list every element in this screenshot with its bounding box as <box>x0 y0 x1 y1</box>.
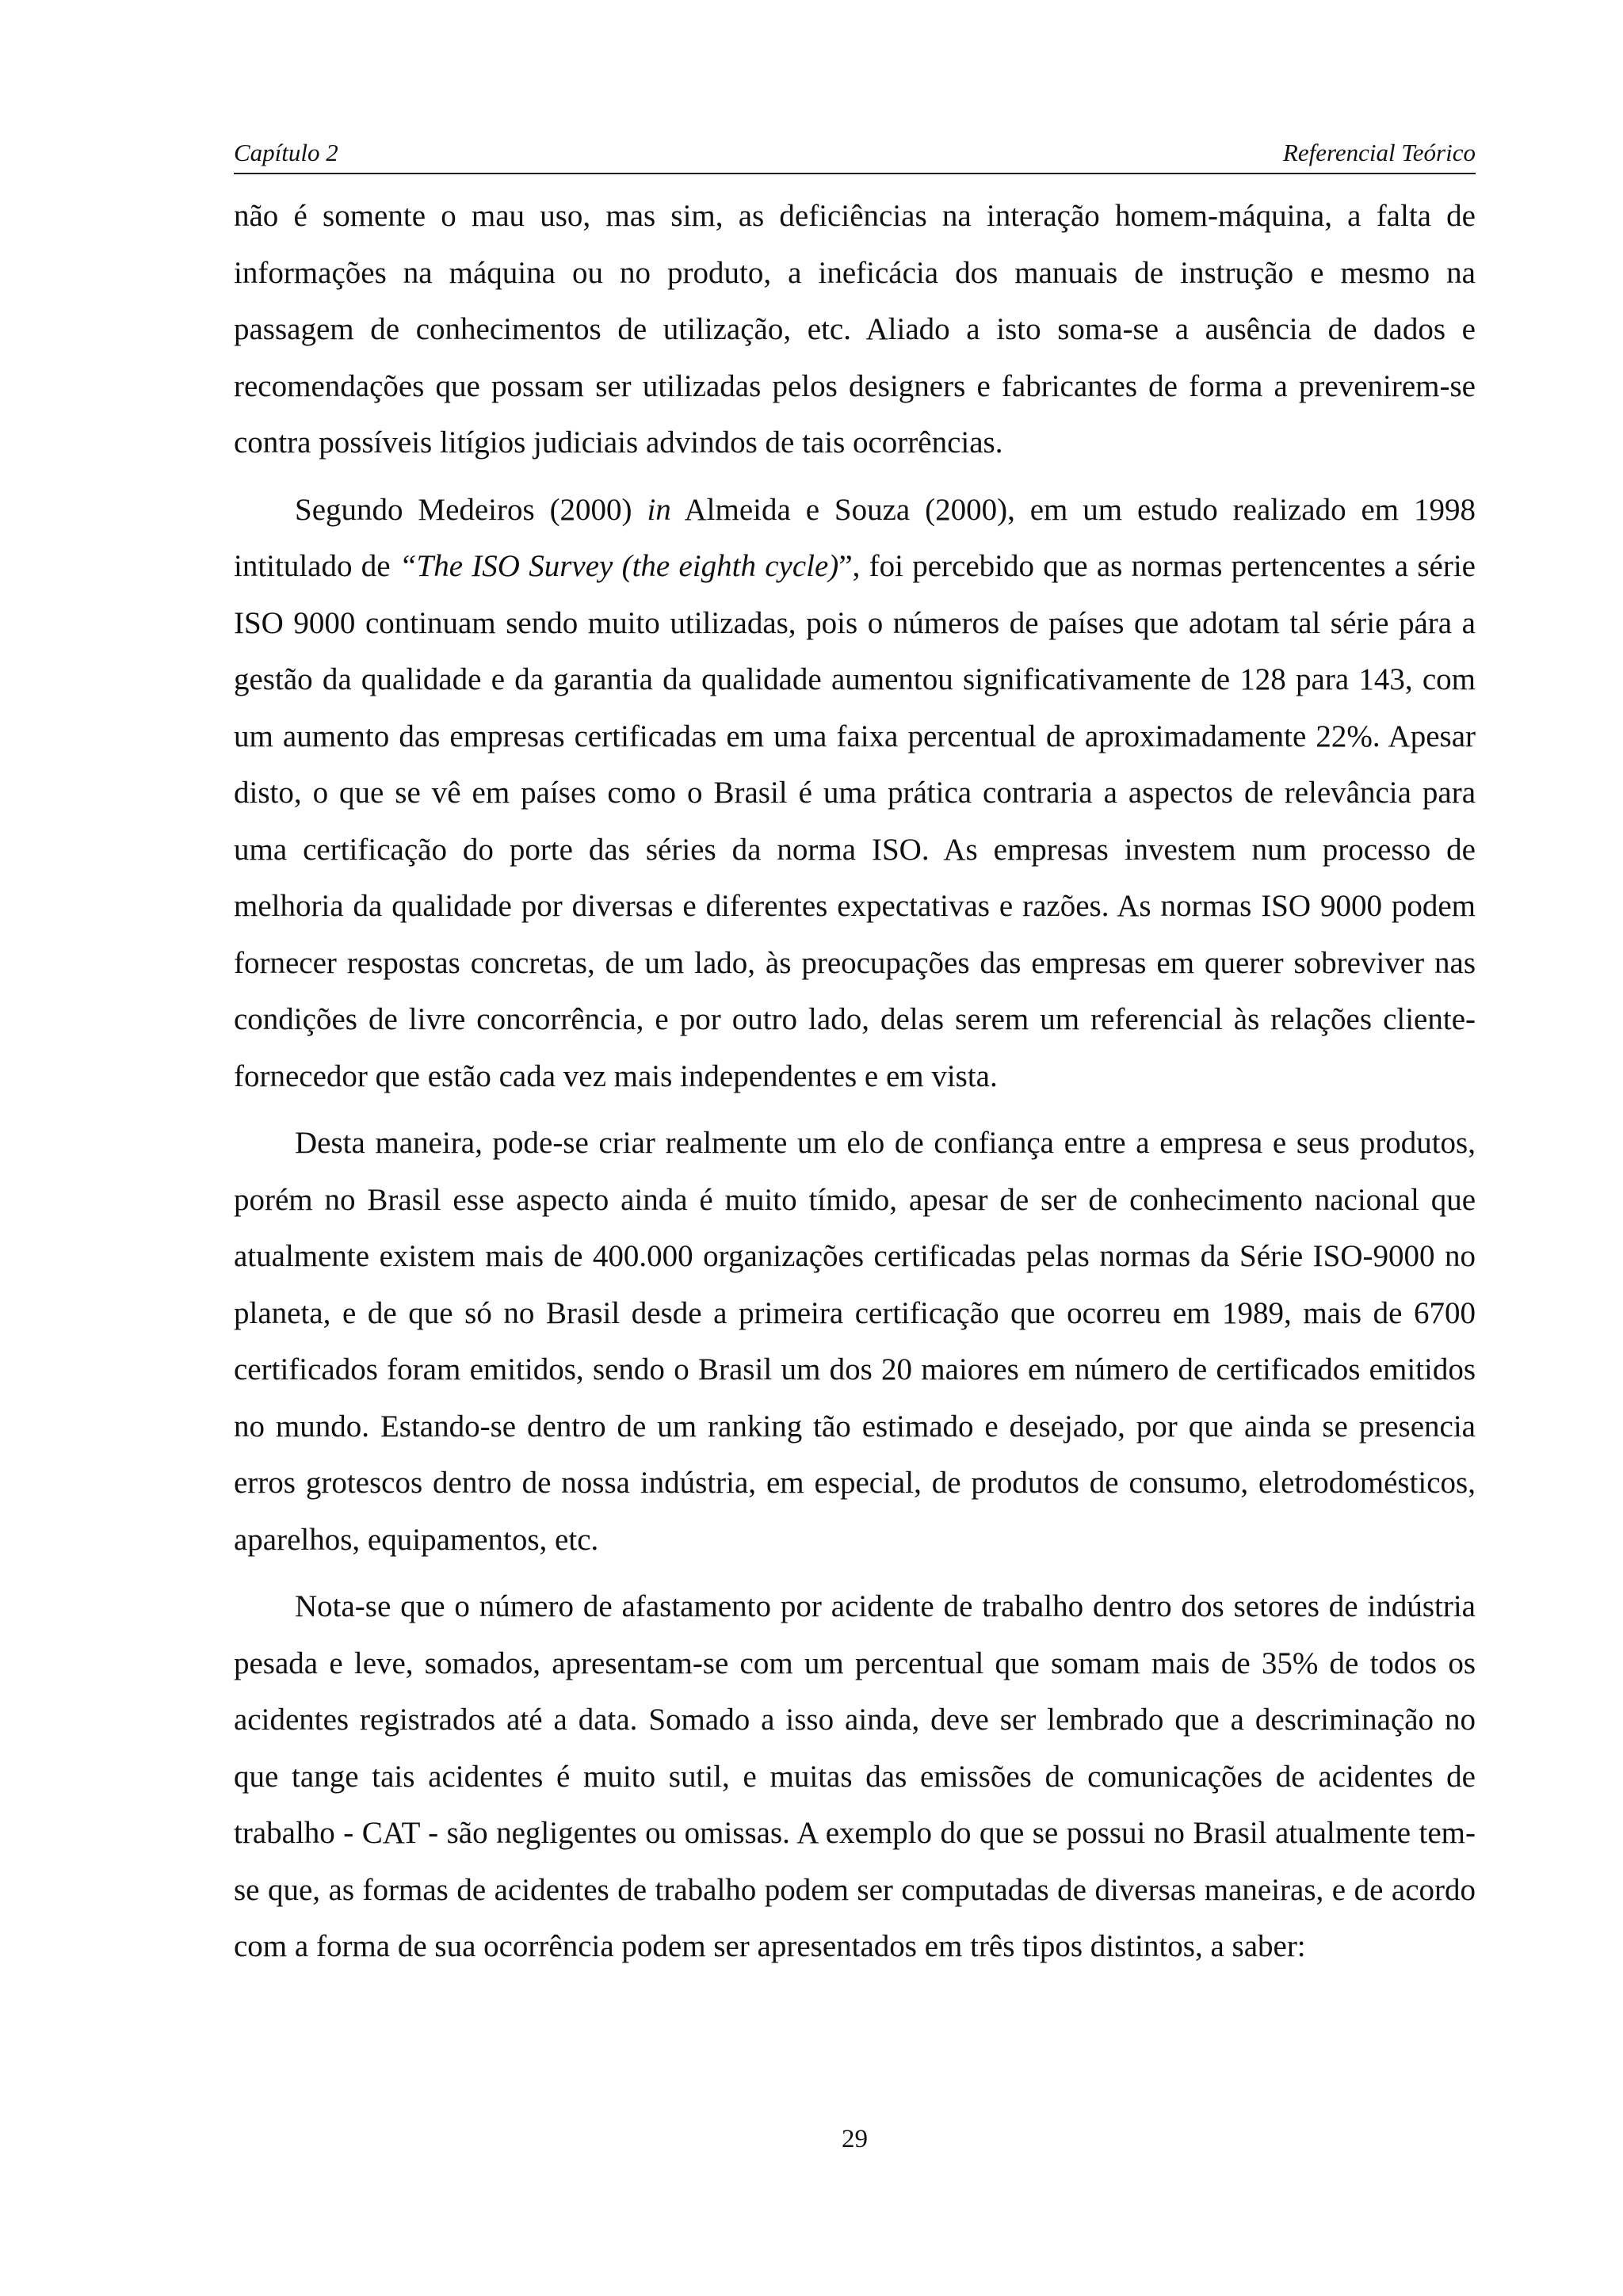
paragraph-3: Desta maneira, pode-se criar realmente um elo de confiança entre a empresa e seus produtos, porém no Brasil esse aspecto ainda é muito tímido, apesar de ser de conhecimento nacional que atualmente existem mais de 400.000 organizações certificadas pelas normas da Série ISO-9000 no planeta, e de que só no Brasil desde a primeira certificação que ocorreu em 1989, mais de 6700 certificados foram emitidos, sendo o Brasil um dos 20 maiores em número de certificados emitidos no mundo. Estando-se dentro de um ranking tão estimado e desejado, por que ainda se presencia erros grotescos dentro de nossa indústria, em especial, de produtos de consumo, eletrodomésticos, aparelhos, equipamentos, etc. <box>234 1126 1476 1557</box>
running-header <box>234 133 1476 174</box>
page-number: 29 <box>842 2125 868 2153</box>
paragraph-2-part-a: Segundo Medeiros (2000) <box>295 492 647 527</box>
chapter-label: Capítulo 2 <box>234 139 338 166</box>
section-label: Referencial Teórico <box>1282 139 1476 166</box>
paragraph-2-italic-in: in <box>647 492 671 527</box>
paragraph-2-italic-title: “The ISO Survey (the eighth cycle) <box>399 549 839 583</box>
paragraph-1: não é somente o mau uso, mas sim, as deficiências na interação homem-máquina, a falta de informações na máquina ou no produto, a ineficácia dos manuais de instrução e mesmo na passagem de conhecimentos de utilização, etc. Aliado a isto soma-se a ausência de dados e recomendações que possam ser utilizadas pelos designers e fabricantes de forma a prevenirem-se contra possíveis litígios judiciais advindos de tais ocorrências. <box>234 199 1476 460</box>
paragraph-4: Nota-se que o número de afastamento por acidente de trabalho dentro dos setores de indústria pesada e leve, somados, apresentam-se com um percentual que somam mais de 35% de todos os acidentes registrados até a data. Somado a isso ainda, deve ser lembrado que a descriminação no que tange tais acidentes é muito sutil, e muitas das emissões de comunicações de acidentes de trabalho - CAT - são negligentes ou omissas. A exemplo do que se possui no Brasil atualmente tem-se que, as formas de acidentes de trabalho podem ser computadas de diversas maneiras, e de acordo com a forma de sua ocorrência podem ser apresentados em três tipos distintos, a saber: <box>234 1589 1476 1963</box>
paragraph-2-part-e: ”, foi percebido que as normas pertencentes a série ISO 9000 continuam sendo muito utilizadas, pois o números de países que adotam tal série pára a gestão da qualidade e da garantia da qualidade aumentou significativamente de 128 para 143, com um aumento das empresas certificadas em uma faixa percentual de aproximadamente 22%. Apesar disto, o que se vê em países como o Brasil é uma prática contraria a aspectos de relevância para uma certificação do porte das séries da norma ISO. As empresas investem num processo de melhoria da qualidade por diversas e diferentes expectativas e razões. As normas ISO 9000 podem fornecer respostas concretas, de um lado, às preocupações das empresas em querer sobreviver nas condições de livre concorrência, e por outro lado, delas serem um referencial às relações cliente-fornecedor que estão cada vez mais independentes e em vista. <box>234 549 1476 1093</box>
document-page <box>234 0 1476 2296</box>
paragraph-2 <box>234 482 1476 1105</box>
body-text <box>234 188 1476 1985</box>
paragraph-2-part-c: Almeida e Souza (2000), em um estudo realizado em 1998 intitulado de <box>234 492 1476 583</box>
